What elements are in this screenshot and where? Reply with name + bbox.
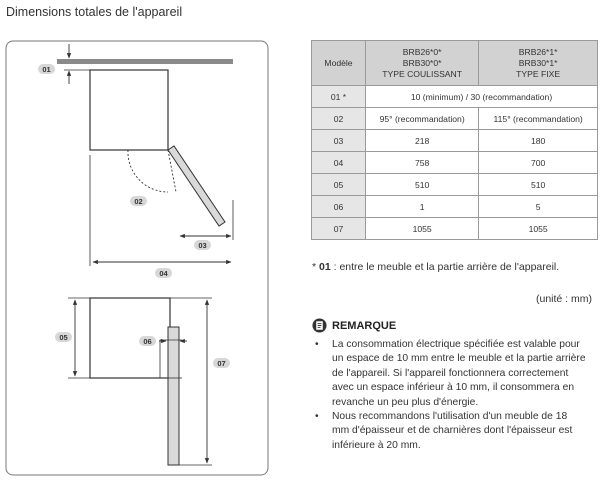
header-sliding: BRB26*0* BRB30*0* TYPE COULISSANT (366, 41, 479, 86)
note-icon (312, 318, 327, 333)
label-02 (130, 196, 147, 206)
remark-list (312, 338, 587, 453)
appliance-top-view (90, 70, 168, 150)
appliance-side-view (90, 298, 170, 378)
dimensions-table (311, 40, 598, 240)
table-row: 01 * 10 (minimum) / 30 (recommandation) (312, 86, 598, 108)
svg-text:04: 04 (159, 269, 168, 278)
label-06 (139, 336, 156, 346)
wall (57, 59, 233, 64)
svg-text:07: 07 (217, 359, 226, 368)
remark-heading: REMARQUE (312, 318, 396, 333)
svg-text:05: 05 (59, 333, 68, 342)
header-model: Modèle (312, 41, 366, 86)
header-fixed: BRB26*1* BRB30*1* TYPE FIXE (479, 41, 598, 86)
label-04 (155, 268, 172, 278)
label-01 (38, 64, 55, 74)
open-door (168, 146, 225, 226)
door-panel (168, 327, 179, 465)
page-title: Dimensions totales de l'appareil (6, 5, 183, 19)
label-07 (213, 358, 230, 368)
label-03 (194, 240, 211, 250)
door-swing-arc (128, 150, 168, 192)
table-row: 05 510 510 (312, 174, 598, 196)
svg-text:06: 06 (143, 337, 152, 346)
list-item: • La consommation électrique spécifiée est valable pour un espace de 10 mm entre le meuble et la partie arrière de l'appareil. Si l'appareil fonctionnera correctement avec un espace inférieur à 10 mm, il consommera en revanche un peu plus d'énergie. (315, 339, 586, 408)
unit-note: (unité : mm) (535, 293, 592, 305)
table-row: 03 218 180 (312, 130, 598, 152)
footnote: * 01 : entre le meuble et la partie arrière de l'appareil. (312, 261, 560, 273)
table-row: 02 95° (recommandation) 115° (recommandation) (312, 108, 598, 130)
label-05 (55, 332, 72, 342)
table-row: 04 758 700 (312, 152, 598, 174)
table-row: 06 1 5 (312, 196, 598, 218)
svg-text:02: 02 (134, 197, 143, 206)
svg-text:01: 01 (42, 65, 51, 74)
svg-text:03: 03 (198, 241, 207, 250)
table-row: 07 1055 1055 (312, 218, 598, 240)
diagram-frame (6, 41, 268, 475)
list-item: • Nous recommandons l'utilisation d'un meuble de 18 mm d'épaisseur et de charnières dont l'épaisseur est inférieure à 20 mm. (315, 411, 573, 451)
